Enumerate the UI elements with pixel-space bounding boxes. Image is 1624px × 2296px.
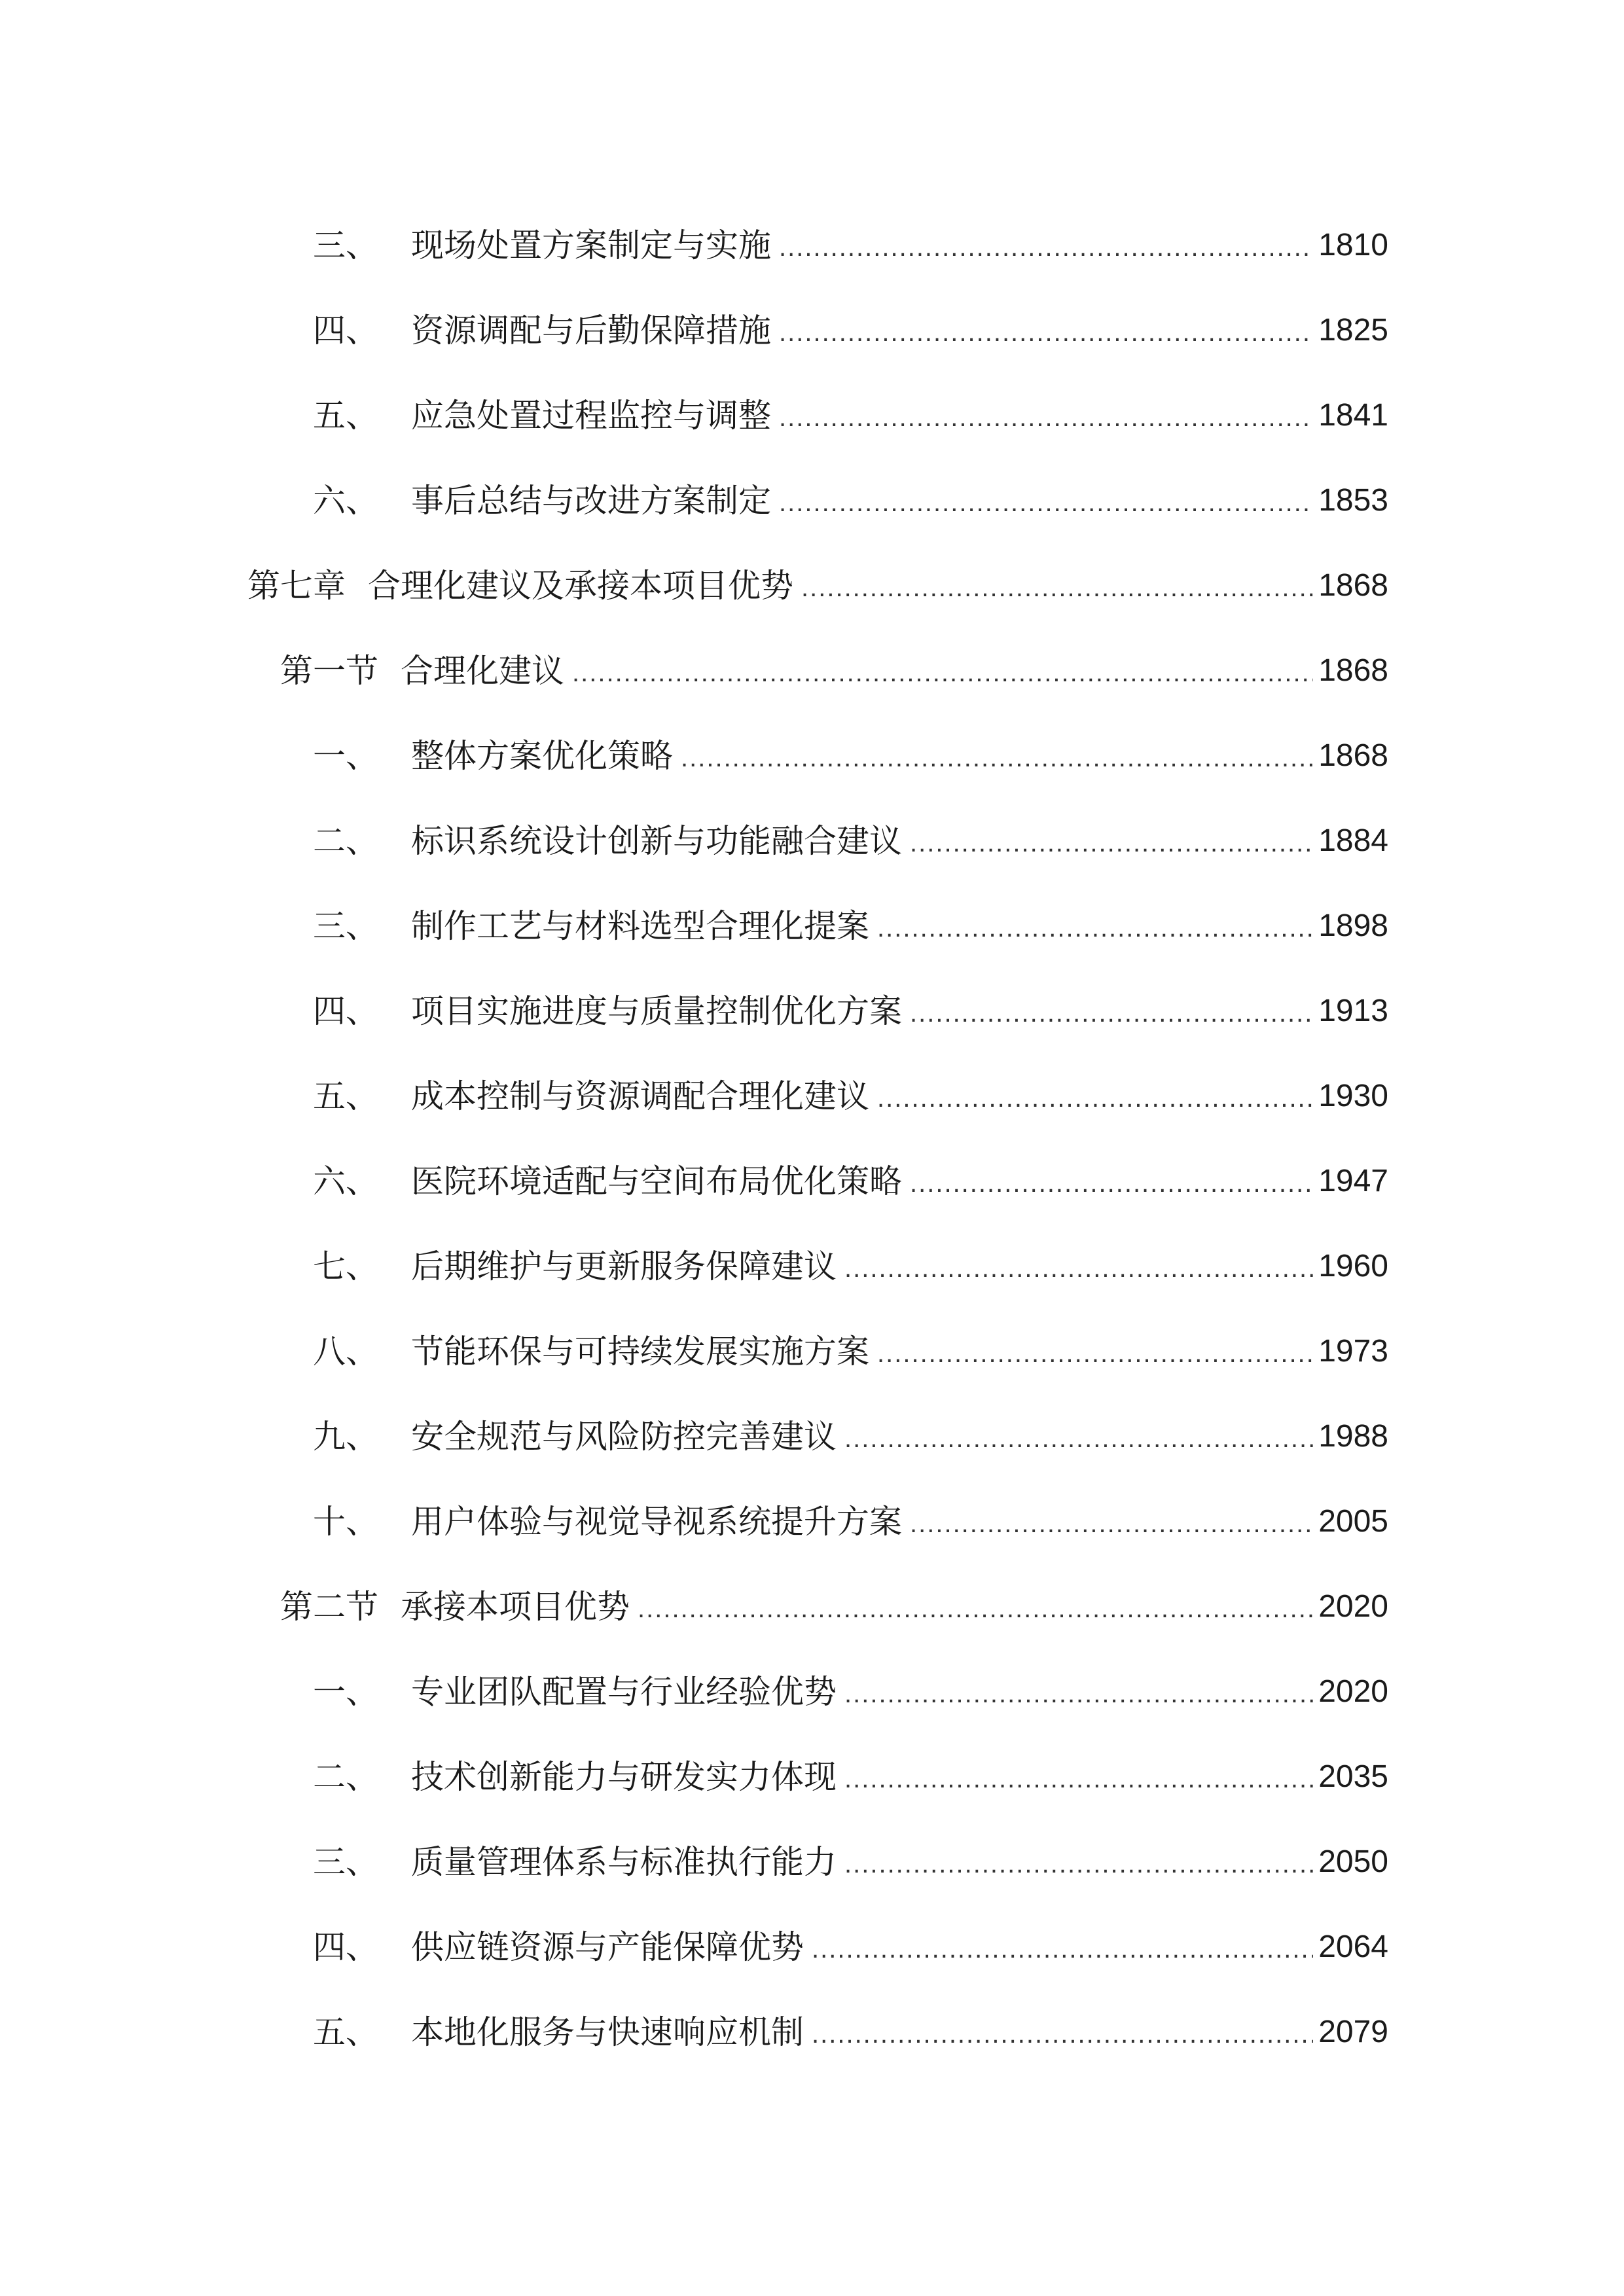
toc-entry-title: 用户体验与视觉导视系统提升方案	[411, 1503, 902, 1541]
dot-leader	[779, 319, 1313, 373]
dot-leader	[638, 1596, 1313, 1649]
toc-section-title: 承接本项目优势	[401, 1588, 630, 1626]
toc-entry-page: 1898	[1318, 908, 1388, 943]
toc-entry[interactable]	[0, 798, 1624, 884]
toc-entry[interactable]	[0, 458, 1624, 543]
toc-entry-title: 质量管理体系与标准执行能力	[411, 1843, 837, 1881]
toc-entry-page: 2020	[1318, 1674, 1388, 1709]
toc-entry-title: 技术创新能力与研发实力体现	[411, 1758, 837, 1796]
toc-entry-number: 三、	[313, 226, 378, 264]
toc-entry[interactable]	[0, 1734, 1624, 1820]
toc-entry-title: 本地化服务与快速响应机制	[411, 2013, 804, 2051]
toc-entry-title: 整体方案优化策略	[411, 737, 673, 775]
toc-entry-page: 1853	[1318, 483, 1388, 518]
dot-leader	[844, 1255, 1313, 1309]
toc-entry-number: 三、	[313, 907, 378, 945]
toc-entry-page: 1825	[1318, 313, 1388, 348]
toc-entry-page: 2079	[1318, 2015, 1388, 2049]
toc-entry-number: 十、	[313, 1503, 378, 1541]
toc-entry-page: 1913	[1318, 994, 1388, 1028]
toc-entry-title: 现场处置方案制定与实施	[411, 226, 771, 264]
toc-entry-number: 二、	[313, 822, 378, 860]
toc-entry[interactable]	[0, 969, 1624, 1054]
toc-entry-page: 1988	[1318, 1419, 1388, 1454]
toc-entry-page: 1947	[1318, 1164, 1388, 1198]
dot-leader	[572, 660, 1313, 713]
toc-entry[interactable]	[0, 884, 1624, 969]
toc-entry-title: 应急处置过程监控与调整	[411, 397, 771, 435]
toc-entry-page: 2050	[1318, 1844, 1388, 1879]
toc-entry-number: 六、	[313, 1162, 378, 1200]
dot-leader	[844, 1681, 1313, 1734]
toc-entry[interactable]	[0, 1905, 1624, 1990]
toc-chapter-title: 合理化建议及承接本项目优势	[368, 567, 793, 605]
toc-entry-page: 1973	[1318, 1334, 1388, 1369]
toc-entry[interactable]	[0, 203, 1624, 288]
toc-section-entry[interactable]	[0, 628, 1624, 713]
toc-entry-number: 三、	[313, 1843, 378, 1881]
toc-entry-title: 资源调配与后勤保障措施	[411, 312, 771, 350]
toc-entry-title: 专业团队配置与行业经验优势	[411, 1673, 837, 1711]
toc-entry-page: 1841	[1318, 398, 1388, 433]
dot-leader	[844, 1851, 1313, 1905]
toc-entry-page: 1960	[1318, 1249, 1388, 1283]
toc-entry-number: 七、	[313, 1247, 378, 1285]
dot-leader	[877, 1085, 1313, 1139]
toc-section-title: 合理化建议	[401, 652, 564, 690]
dot-leader	[812, 1936, 1313, 1990]
toc-entry[interactable]	[0, 373, 1624, 458]
toc-section-entry[interactable]	[0, 1564, 1624, 1649]
toc-chapter-number: 第七章	[247, 567, 346, 605]
toc-entry-number: 五、	[313, 2013, 378, 2051]
dot-leader	[844, 1426, 1313, 1479]
dot-leader	[779, 404, 1313, 458]
toc-entry-number: 二、	[313, 1758, 378, 1796]
dot-leader	[877, 915, 1313, 969]
dot-leader	[910, 830, 1313, 884]
toc-entry[interactable]	[0, 1139, 1624, 1224]
toc-entry[interactable]	[0, 1394, 1624, 1479]
toc-entry-page: 1930	[1318, 1079, 1388, 1113]
toc-entry[interactable]	[0, 1479, 1624, 1564]
toc-entry-title: 节能环保与可持续发展实施方案	[411, 1333, 869, 1371]
toc-entry[interactable]	[0, 288, 1624, 373]
toc-entry-page: 1884	[1318, 823, 1388, 858]
toc-entry-title: 事后总结与改进方案制定	[411, 482, 771, 520]
dot-leader	[812, 2021, 1313, 2075]
toc-entry[interactable]	[0, 1820, 1624, 1905]
dot-leader	[910, 1511, 1313, 1564]
toc-entry[interactable]	[0, 713, 1624, 798]
toc-entry[interactable]	[0, 1309, 1624, 1394]
table-of-contents	[0, 203, 1624, 2075]
dot-leader	[844, 1766, 1313, 1820]
toc-entry-number: 一、	[313, 1673, 378, 1711]
toc-entry-number: 九、	[313, 1418, 378, 1456]
toc-entry[interactable]	[0, 1649, 1624, 1734]
toc-entry-page: 1868	[1318, 738, 1388, 773]
toc-entry[interactable]	[0, 1054, 1624, 1139]
toc-entry-page: 1810	[1318, 228, 1388, 262]
toc-entry-number: 四、	[313, 312, 378, 350]
toc-entry-number: 五、	[313, 1077, 378, 1115]
toc-entry-page: 2005	[1318, 1504, 1388, 1539]
toc-entry-title: 制作工艺与材料选型合理化提案	[411, 907, 869, 945]
toc-entry-title: 供应链资源与产能保障优势	[411, 1928, 804, 1966]
toc-entry-title: 成本控制与资源调配合理化建议	[411, 1077, 869, 1115]
toc-entry-page: 2020	[1318, 1589, 1388, 1624]
dot-leader	[779, 490, 1313, 543]
toc-entry-page: 1868	[1318, 568, 1388, 603]
toc-entry-number: 六、	[313, 482, 378, 520]
toc-entry-page: 1868	[1318, 653, 1388, 688]
dot-leader	[801, 575, 1313, 628]
toc-entry-title: 医院环境适配与空间布局优化策略	[411, 1162, 902, 1200]
toc-entry-number: 五、	[313, 397, 378, 435]
dot-leader	[910, 1000, 1313, 1054]
toc-section-number: 第一节	[280, 652, 378, 690]
toc-entry-number: 一、	[313, 737, 378, 775]
toc-entry-number: 四、	[313, 992, 378, 1030]
dot-leader	[681, 745, 1313, 798]
dot-leader	[877, 1340, 1313, 1394]
toc-chapter-entry[interactable]	[0, 543, 1624, 628]
toc-entry-title: 标识系统设计创新与功能融合建议	[411, 822, 902, 860]
toc-entry-title: 后期维护与更新服务保障建议	[411, 1247, 837, 1285]
dot-leader	[910, 1170, 1313, 1224]
toc-entry-number: 八、	[313, 1333, 378, 1371]
toc-section-number: 第二节	[280, 1588, 378, 1626]
dot-leader	[779, 234, 1313, 288]
toc-entry-page: 2064	[1318, 1929, 1388, 1964]
toc-entry[interactable]	[0, 1224, 1624, 1309]
toc-entry-page: 2035	[1318, 1759, 1388, 1794]
toc-entry-title: 安全规范与风险防控完善建议	[411, 1418, 837, 1456]
toc-entry-title: 项目实施进度与质量控制优化方案	[411, 992, 902, 1030]
toc-entry[interactable]	[0, 1990, 1624, 2075]
toc-entry-number: 四、	[313, 1928, 378, 1966]
